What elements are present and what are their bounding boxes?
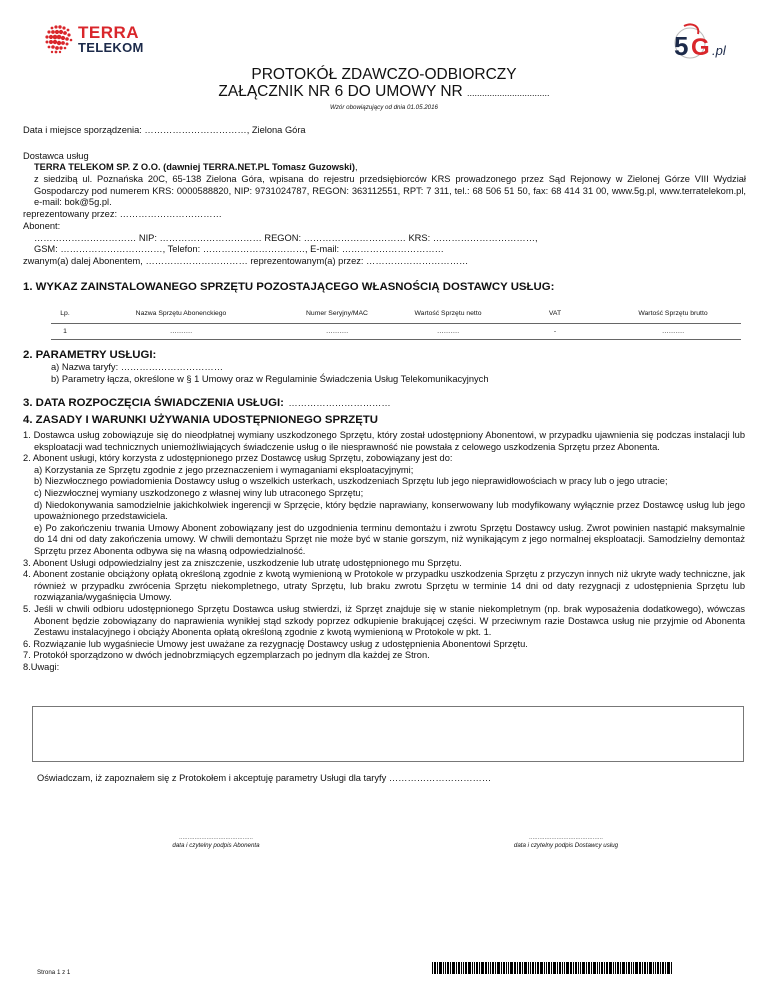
section-3-title: 3. DATA ROZPOCZĘCIA ŚWIADCZENIA USŁUGI: [23, 397, 284, 409]
col-header-serial: Numer Seryjny/MAC [283, 305, 391, 323]
link-parameters: b) Parametry łącza, określone w § 1 Umowy oraz w Regulaminie Świadczenia Usług Telekomunikacyjnych [51, 374, 489, 384]
col-header-name: Nazwa Sprzętu Abonenckiego [79, 305, 283, 323]
equipment-table-header [51, 305, 741, 323]
cell-vat: - [505, 323, 605, 339]
provider-name [34, 162, 358, 174]
provider-represented-by: reprezentowany przez: …………………………… [23, 209, 222, 219]
provider-name-suffix: , [354, 162, 358, 172]
cell-gross: ………. [605, 323, 741, 339]
telekom-wordmark: TELEKOM [78, 40, 144, 55]
rule-3: 3. Abonent Usługi odpowiedzialny jest za zniszczenie, uszkodzenie lub utratę udostępnionego mu Sprzętu. [23, 557, 462, 568]
fiveg-logo [670, 22, 738, 64]
rules-body [23, 430, 745, 673]
rule-2: 2. Abonent usługi, który korzysta z udostępnionego przez Dostawcę usług Sprzętu, zobowiązany jest do: [23, 453, 453, 464]
terra-telekom-logo [44, 24, 164, 56]
fiveg-swoosh-icon [670, 22, 738, 64]
col-header-vat: VAT [505, 305, 605, 323]
col-header-gross: Wartość Sprzętu brutto [605, 305, 741, 323]
section-3-heading [23, 393, 391, 411]
equipment-table [51, 305, 741, 340]
section-1-heading: 1. WYKAZ ZAINSTALOWANEGO SPRZĘTU POZOSTAJĄCEGO WŁASNOŚCIĄ DOSTAWCY USŁUG: [23, 281, 555, 293]
svg-text:G: G [691, 34, 710, 61]
page-number: Strona 1 z 1 [37, 969, 71, 976]
tariff-name: a) Nazwa taryfy: …………………………… [51, 362, 224, 372]
declaration-line: Oświadczam, iż zapoznałem się z Protokołem i akceptuję parametry Usługi dla taryfy …………………………… [37, 773, 492, 783]
cell-name: ………. [79, 323, 283, 339]
svg-text:.pl: .pl [712, 43, 726, 58]
provider-label: Dostawca usług [23, 151, 89, 161]
provider-name-bold: TERRA TELEKOM SP. Z O.O. (dawniej TERRA.NET.PL Tomasz Guzowski) [34, 162, 355, 172]
subscriber-line-2: GSM: ……………………………, Telefon: ……………………………, E-mail: …………………………… [34, 244, 444, 254]
barcode-image [432, 962, 673, 974]
template-valid-from: Wzór obowiązujący od dnia 01.05.2016 [329, 104, 438, 111]
provider-address: z siedzibą ul. Poznańska 20C, 65-138 Zielona Góra, wpisana do rejestru przedsiębiorców KRS prowadzonego przez Sąd Rejonowy w Zielonej Górze VIII Wydział Gospodarczy pod numerem KRS: 0000588820, NIP: 9731024787, REGON: 363112551, RPT: 7 311, tel.: 68 506 51 50, fax: 68 414 31 00, www.5g.pl, www.terratelekom.pl, e-mail: bok@5g.pl. [34, 174, 746, 208]
rule-2c: c) Niezwłocznej wymiany uszkodzonego z własnej winy lub utraconego Sprzętu; [34, 487, 364, 498]
section-2-heading: 2. PARAMETRY USŁUGI: [23, 349, 157, 361]
cell-net: ………. [391, 323, 505, 339]
subscriber-line-3: zwanym(a) dalej Abonentem, …………………………… reprezentowanym(a) przez: …………………………… [23, 256, 469, 266]
section-4-heading: 4. ZASADY I WARUNKI UŻYWANIA UDOSTĘPNIONEGO SPRZĘTU [23, 414, 379, 426]
rule-2b: b) Niezwłocznego powiadomienia Dostawcy usług o wszelkich usterkach, uszkodzeniach Sprzętu lub jego nieprawidłowościach w pracy lub o jego utracie; [34, 476, 668, 487]
subscriber-line-1: …………………………… NIP: …………………………… REGON: …………………………… KRS: ……………………………, [34, 233, 538, 243]
agreement-number-field: ................................. [467, 88, 550, 98]
terra-wordmark: TERRA [78, 23, 140, 42]
provider-signature-caption: data i czytelny podpis Dostawcy usług [513, 842, 619, 849]
rule-7: 7. Protokół sporządzono w dwóch jednobrzmiących egzemplarzach po jednym dla każdej ze Stron. [23, 650, 430, 661]
svg-text:5: 5 [674, 31, 689, 61]
place-date-line: Data i miejsce sporządzenia: ……………………………, Zielona Góra [23, 125, 306, 135]
rule-8: 8.Uwagi: [23, 661, 60, 672]
rule-2d: d) Niedokonywania samodzielnie jakichkolwiek ingerencji w Sprzęcie, który będzie naprawiany, konserwowany lub modyfikowany wyłącznie przez Dostawcę usług lub jego upoważnionego przedstawiciela. [34, 499, 745, 522]
col-header-net: Wartość Sprzętu netto [391, 305, 505, 323]
title-line-2-text: ZAŁĄCZNIK NR 6 DO UMOWY NR [218, 83, 463, 100]
subscriber-signature-caption: data i czytelny podpis Abonenta [172, 842, 260, 849]
rule-2e: e) Po zakończeniu trwania Umowy Abonent zobowiązany jest do uzgodnienia terminu demontażu i zwrotu Sprzętu Dostawcy usług. Zwrot powinien nastąpić maksymalnie do 14 dni od daty zakończenia umowy. W chwili demontażu Sprzęt nie może być w stanie gorszym, niż wynikającym z jego normalnej eksploatacji. Samodzielny demontaż Sprzętu przez Abonenta odbywa się na własną odpowiedzialność. [34, 522, 745, 556]
remarks-box[interactable] [32, 706, 744, 762]
rule-2a: a) Korzystania ze Sprzętu zgodnie z jego przeznaczeniem i wymaganiami eksploatacyjnymi; [34, 464, 414, 475]
title-line-1: PROTOKÓŁ ZDAWCZO-ODBIORCZY [251, 66, 517, 83]
subscriber-signature-line: ........................................... [179, 834, 253, 841]
col-header-lp: Lp. [51, 305, 79, 323]
rule-4: 4. Abonent zostanie obciążony opłatą określoną zgodnie z kwotą wymienioną w Protokole w przypadku uszkodzenia Sprzętu z przyczyn innych niż ukryte wady techniczne, jak również w przypadku zwrócenia Sprzętu niekompletnego, utraty Sprzętu, lub braku zwrotu Sprzętu w terminie 14 dni od daty rezygnacji z udostępnienia Sprzętu lub rozwiązania/wygaśnięcia Umowy. [23, 569, 745, 603]
provider-signature-line: ........................................... [529, 834, 603, 841]
document-title [160, 66, 608, 102]
rule-6: 6. Rozwiązanie lub wygaśniecie Umowy jest uważane za rezygnację Dostawcy usług z udostępnienia Abonentowi Sprzętu. [23, 638, 528, 649]
subscriber-label: Abonent: [23, 221, 61, 231]
rule-5: 5. Jeśli w chwili odbioru udostępnionego Sprzętu Dostawca usług stwierdzi, iż Sprzęt znajduje się w stanie niekompletnym (np. brak wyposażenia dodatkowego), wówczas Abonent będzie zobowiązany do naprawienia wynikłej stąd szkody poprzez odkupienie brakującej części. W przeciwnym razie Dostawca usług nie przyjmie od Abonenta Zestawu instalacyjnego i obciąży Abonenta opłatą określoną zgodnie z kwotą wymienioną w Protokole w pkt. 1. [23, 603, 745, 638]
rule-1: 1. Dostawca usług zobowiązuje się do nieodpłatnej wymiany uszkodzonego Sprzętu, który został udostępniony Abonentowi, w przypadku ujawnienia się podczas instalacji lub eksploatacji wad technicznych uniemożliwiających świadczenie usług o ile niesprawność nie powstała z celowego uszkodzenia Sprzętu przez Abonenta. [23, 430, 745, 452]
service-start-date: …………………………… [288, 398, 391, 408]
terra-dots-icon [44, 24, 74, 56]
cell-lp: 1 [51, 323, 79, 339]
cell-serial: ………. [283, 323, 391, 339]
title-line-2 [160, 83, 608, 102]
table-row [51, 323, 741, 339]
